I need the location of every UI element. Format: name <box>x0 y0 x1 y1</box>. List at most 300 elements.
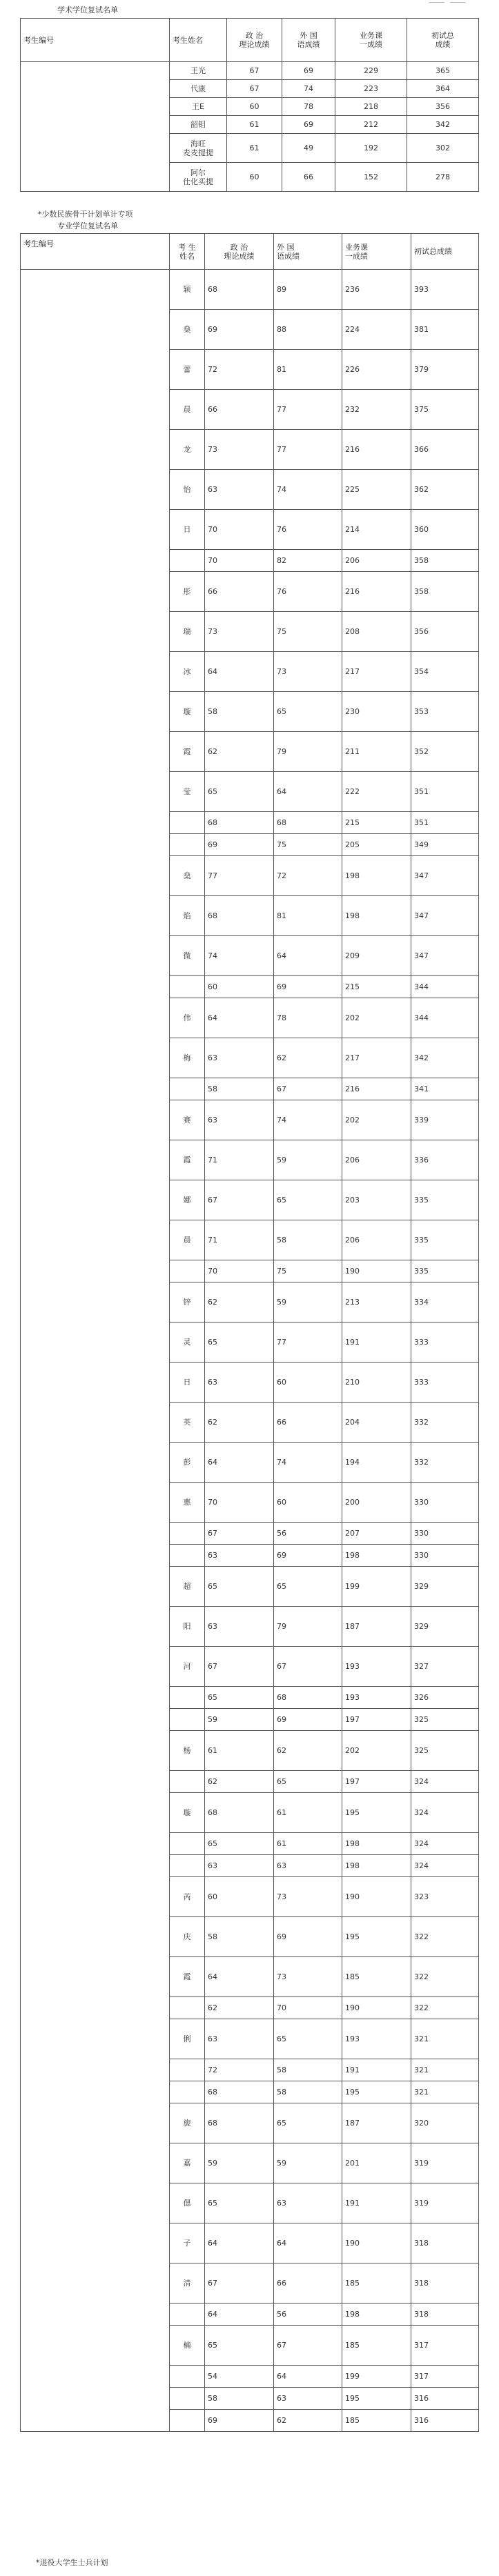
score-f: 64 <box>274 772 342 812</box>
candidate-name: 燊 <box>170 310 205 350</box>
score-p: 64 <box>205 998 274 1038</box>
score-t: 320 <box>411 2103 479 2143</box>
score-m: 200 <box>342 1483 411 1523</box>
score-f: 58 <box>274 2081 342 2103</box>
header-line: 成绩 <box>435 40 451 49</box>
candidate-id-cell <box>21 270 170 2432</box>
score-m: 203 <box>342 1180 411 1220</box>
score-p: 73 <box>205 430 274 470</box>
score-p: 70 <box>205 510 274 550</box>
candidate-name <box>170 1523 205 1545</box>
top-decoration-left <box>429 0 444 3</box>
score-t: 322 <box>411 1997 479 2019</box>
candidate-name: 嘉 <box>170 2143 205 2183</box>
score-f: 69 <box>282 116 335 134</box>
candidate-name <box>170 1709 205 1731</box>
candidate-name: 璇 <box>170 692 205 732</box>
table2-footnote: *退役大学生士兵计划 <box>36 2558 108 2567</box>
candidate-name: 旎 <box>170 2103 205 2143</box>
score-p: 63 <box>205 470 274 510</box>
score-m: 230 <box>342 692 411 732</box>
candidate-name <box>170 1833 205 1855</box>
score-m: 223 <box>335 80 407 98</box>
score-f: 62 <box>274 1038 342 1078</box>
score-p: 66 <box>205 572 274 612</box>
score-m: 190 <box>342 1260 411 1282</box>
score-p: 64 <box>205 2223 274 2263</box>
header-line: 外 国 <box>277 242 295 252</box>
candidate-name: 霞 <box>170 1140 205 1180</box>
score-t: 332 <box>411 1403 479 1443</box>
score-t: 329 <box>411 1607 479 1647</box>
candidate-name: 楠 <box>170 2326 205 2366</box>
table2-header-row <box>21 234 479 270</box>
score-m: 215 <box>342 976 411 998</box>
candidate-name: 晨 <box>170 1220 205 1260</box>
col-header-foreign <box>282 19 335 62</box>
candidate-name: 俐 <box>170 2019 205 2059</box>
score-p: 63 <box>205 1100 274 1140</box>
score-f: 69 <box>282 62 335 80</box>
score-p: 63 <box>205 1038 274 1078</box>
candidate-name <box>170 812 205 834</box>
candidate-name: 灵 <box>170 1322 205 1363</box>
score-p: 70 <box>205 550 274 572</box>
score-f: 64 <box>274 2223 342 2263</box>
col-header-id: 考生编号 <box>21 19 170 62</box>
candidate-name: 彭 <box>170 1443 205 1483</box>
score-p: 67 <box>227 80 282 98</box>
header-line: 政 治 <box>245 31 264 40</box>
score-m: 185 <box>342 2326 411 2366</box>
table1-header-row <box>21 19 479 62</box>
score-m: 193 <box>342 2019 411 2059</box>
candidate-name <box>170 550 205 572</box>
score-t: 375 <box>411 390 479 430</box>
header-line: 一成绩 <box>345 251 368 261</box>
header-line: 政 治 <box>230 242 248 252</box>
score-p: 67 <box>205 1180 274 1220</box>
candidate-id-cell <box>21 62 170 192</box>
score-f: 73 <box>274 1957 342 1997</box>
score-m: 191 <box>342 1322 411 1363</box>
score-p: 64 <box>205 652 274 692</box>
score-m: 236 <box>342 270 411 310</box>
score-p: 58 <box>205 692 274 732</box>
score-t: 330 <box>411 1523 479 1545</box>
score-m: 185 <box>342 2410 411 2432</box>
score-f: 78 <box>282 98 335 116</box>
candidate-name: 微 <box>170 936 205 976</box>
score-m: 229 <box>335 62 407 80</box>
score-p: 72 <box>205 350 274 390</box>
score-m: 206 <box>342 1220 411 1260</box>
score-f: 59 <box>274 1282 342 1322</box>
score-m: 190 <box>342 2223 411 2263</box>
candidate-name <box>170 2303 205 2326</box>
score-f: 63 <box>274 1855 342 1877</box>
score-p: 74 <box>205 936 274 976</box>
score-p: 58 <box>205 1917 274 1957</box>
candidate-name <box>170 2366 205 2388</box>
score-f: 66 <box>282 163 335 192</box>
score-f: 79 <box>274 732 342 772</box>
candidate-name: 赛 <box>170 1100 205 1140</box>
score-t: 381 <box>411 310 479 350</box>
candidate-name <box>170 834 205 856</box>
score-t: 322 <box>411 1957 479 1997</box>
candidate-name <box>170 1771 205 1793</box>
score-m: 197 <box>342 1709 411 1731</box>
score-m: 211 <box>342 732 411 772</box>
score-m: 210 <box>342 1363 411 1403</box>
score-p: 68 <box>205 896 274 936</box>
score-f: 70 <box>274 1997 342 2019</box>
score-m: 194 <box>342 1443 411 1483</box>
score-t: 347 <box>411 856 479 896</box>
score-m: 191 <box>342 2183 411 2223</box>
score-m: 193 <box>342 1647 411 1687</box>
col-header-major <box>335 19 407 62</box>
score-f: 65 <box>274 2103 342 2143</box>
professional-retest-table <box>20 233 479 2432</box>
score-m: 190 <box>342 1877 411 1917</box>
score-f: 59 <box>274 2143 342 2183</box>
score-f: 64 <box>274 936 342 976</box>
score-t: 329 <box>411 1567 479 1607</box>
score-p: 58 <box>205 2388 274 2410</box>
score-p: 62 <box>205 1997 274 2019</box>
candidate-name: 燊 <box>170 856 205 896</box>
score-p: 68 <box>205 1793 274 1833</box>
score-p: 67 <box>205 1647 274 1687</box>
score-p: 67 <box>205 1523 274 1545</box>
header-line: 业务课 <box>360 31 382 40</box>
score-t: 323 <box>411 1877 479 1917</box>
candidate-name: 怡 <box>170 470 205 510</box>
score-f: 65 <box>274 1567 342 1607</box>
score-f: 68 <box>274 812 342 834</box>
score-t: 354 <box>411 652 479 692</box>
candidate-name <box>170 2388 205 2410</box>
score-m: 217 <box>342 1038 411 1078</box>
candidate-name: 惠 <box>170 1483 205 1523</box>
score-p: 63 <box>205 2019 274 2059</box>
score-t: 318 <box>411 2303 479 2326</box>
name-line: 王E <box>192 102 204 111</box>
score-t: 364 <box>407 80 479 98</box>
score-p: 64 <box>205 1443 274 1483</box>
score-t: 324 <box>411 1793 479 1833</box>
header-line: 姓名 <box>179 251 195 261</box>
col-header-total: 初试总成绩 <box>411 234 479 270</box>
score-f: 75 <box>274 834 342 856</box>
candidate-name <box>170 976 205 998</box>
candidate-name <box>170 1687 205 1709</box>
name-line: 麦麦提提 <box>183 148 213 157</box>
candidate-name <box>170 163 227 192</box>
score-p: 63 <box>205 1855 274 1877</box>
candidate-name: 伟 <box>170 998 205 1038</box>
score-m: 198 <box>342 896 411 936</box>
name-line: 王光 <box>190 66 206 75</box>
score-t: 324 <box>411 1771 479 1793</box>
score-p: 77 <box>205 856 274 896</box>
score-t: 278 <box>407 163 479 192</box>
candidate-name: 英 <box>170 1403 205 1443</box>
score-m: 193 <box>342 1687 411 1709</box>
candidate-name: 霞 <box>170 732 205 772</box>
score-m: 195 <box>342 1917 411 1957</box>
name-line: 仕化买提 <box>183 177 213 186</box>
table-row <box>21 62 479 80</box>
score-t: 360 <box>411 510 479 550</box>
score-f: 69 <box>274 1545 342 1567</box>
score-t: 339 <box>411 1100 479 1140</box>
score-t: 317 <box>411 2326 479 2366</box>
score-t: 319 <box>411 2183 479 2223</box>
candidate-name <box>170 1855 205 1877</box>
col-header-id: 考生编号 <box>21 234 170 270</box>
score-f: 81 <box>274 896 342 936</box>
score-p: 66 <box>205 390 274 430</box>
score-m: 214 <box>342 510 411 550</box>
name-line: 阿尔 <box>190 168 206 177</box>
candidate-name: 瑞 <box>170 612 205 652</box>
candidate-name <box>170 1997 205 2019</box>
score-m: 216 <box>342 572 411 612</box>
score-f: 56 <box>274 2303 342 2326</box>
table1-caption: 学术学位复试名单 <box>57 6 118 14</box>
score-t: 356 <box>411 612 479 652</box>
score-f: 65 <box>274 2019 342 2059</box>
candidate-name: 日 <box>170 510 205 550</box>
candidate-name: 锌 <box>170 1282 205 1322</box>
score-p: 59 <box>205 2143 274 2183</box>
candidate-name: 杨 <box>170 1731 205 1771</box>
score-f: 88 <box>274 310 342 350</box>
score-f: 62 <box>274 2410 342 2432</box>
score-f: 69 <box>274 976 342 998</box>
score-p: 63 <box>205 1607 274 1647</box>
score-f: 65 <box>274 1771 342 1793</box>
score-p: 69 <box>205 310 274 350</box>
score-p: 67 <box>205 2263 274 2303</box>
table2-caption: 专业学位复试名单 <box>57 221 118 230</box>
candidate-name <box>170 2081 205 2103</box>
score-m: 224 <box>342 310 411 350</box>
score-p: 60 <box>227 98 282 116</box>
score-p: 65 <box>205 1687 274 1709</box>
score-p: 59 <box>205 1709 274 1731</box>
candidate-name <box>170 1078 205 1100</box>
name-line: 韶钼 <box>190 120 206 129</box>
candidate-name <box>170 62 227 80</box>
score-t: 351 <box>411 772 479 812</box>
score-p: 64 <box>205 1957 274 1997</box>
score-f: 59 <box>274 1140 342 1180</box>
score-t: 334 <box>411 1282 479 1322</box>
score-f: 66 <box>274 2263 342 2303</box>
score-t: 341 <box>411 1078 479 1100</box>
candidate-name: 子 <box>170 2223 205 2263</box>
score-f: 56 <box>274 1523 342 1545</box>
score-f: 74 <box>274 1443 342 1483</box>
score-f: 75 <box>274 612 342 652</box>
score-m: 208 <box>342 612 411 652</box>
header-line: 一成绩 <box>360 40 382 49</box>
score-f: 77 <box>274 390 342 430</box>
score-p: 64 <box>205 2303 274 2326</box>
score-f: 62 <box>274 1731 342 1771</box>
col-header-foreign <box>274 234 342 270</box>
score-p: 68 <box>205 270 274 310</box>
score-m: 195 <box>342 1793 411 1833</box>
name-line: 代康 <box>190 84 206 93</box>
score-m: 198 <box>342 1545 411 1567</box>
score-f: 73 <box>274 652 342 692</box>
name-line: 海旺 <box>190 139 206 148</box>
candidate-name: 彤 <box>170 572 205 612</box>
score-f: 81 <box>274 350 342 390</box>
score-p: 60 <box>205 1877 274 1917</box>
score-t: 335 <box>411 1180 479 1220</box>
score-t: 351 <box>411 812 479 834</box>
score-p: 68 <box>205 2103 274 2143</box>
score-t: 358 <box>411 550 479 572</box>
score-m: 202 <box>342 998 411 1038</box>
score-t: 365 <box>407 62 479 80</box>
score-p: 61 <box>205 1731 274 1771</box>
score-t: 333 <box>411 1363 479 1403</box>
score-p: 65 <box>205 2326 274 2366</box>
header-line: 语成绩 <box>277 251 300 261</box>
score-p: 65 <box>205 772 274 812</box>
score-t: 325 <box>411 1731 479 1771</box>
score-t: 316 <box>411 2410 479 2432</box>
score-t: 319 <box>411 2143 479 2183</box>
score-m: 206 <box>342 550 411 572</box>
candidate-name: 晨 <box>170 390 205 430</box>
candidate-name: 庆 <box>170 1917 205 1957</box>
score-t: 336 <box>411 1140 479 1180</box>
col-header-name <box>170 234 205 270</box>
candidate-name: 蕾 <box>170 350 205 390</box>
candidate-name: 清 <box>170 2263 205 2303</box>
score-t: 344 <box>411 976 479 998</box>
score-p: 60 <box>227 163 282 192</box>
score-f: 77 <box>274 1322 342 1363</box>
score-f: 69 <box>274 1709 342 1731</box>
score-f: 69 <box>274 1917 342 1957</box>
candidate-name <box>170 116 227 134</box>
score-f: 89 <box>274 270 342 310</box>
score-f: 65 <box>274 1180 342 1220</box>
score-f: 49 <box>282 134 335 163</box>
score-m: 198 <box>342 2303 411 2326</box>
col-header-name: 考生姓名 <box>170 19 227 62</box>
score-m: 217 <box>342 652 411 692</box>
candidate-name: 河 <box>170 1647 205 1687</box>
score-t: 316 <box>411 2388 479 2410</box>
score-m: 199 <box>342 2366 411 2388</box>
score-t: 347 <box>411 936 479 976</box>
candidate-name <box>170 1545 205 1567</box>
score-m: 201 <box>342 2143 411 2183</box>
candidate-name: 颖 <box>170 270 205 310</box>
score-m: 199 <box>342 1567 411 1607</box>
score-m: 225 <box>342 470 411 510</box>
score-t: 330 <box>411 1483 479 1523</box>
score-p: 65 <box>205 2183 274 2223</box>
header-line: 业务课 <box>345 242 368 252</box>
score-p: 67 <box>227 62 282 80</box>
score-m: 209 <box>342 936 411 976</box>
score-p: 71 <box>205 1140 274 1180</box>
score-p: 62 <box>205 1771 274 1793</box>
score-p: 69 <box>205 834 274 856</box>
candidate-name <box>170 2410 205 2432</box>
score-m: 185 <box>342 1957 411 1997</box>
top-decoration-right <box>450 0 465 3</box>
score-f: 74 <box>274 1100 342 1140</box>
score-m: 197 <box>342 1771 411 1793</box>
score-m: 202 <box>342 1731 411 1771</box>
score-m: 212 <box>335 116 407 134</box>
score-m: 187 <box>342 1607 411 1647</box>
score-p: 54 <box>205 2366 274 2388</box>
col-header-total <box>407 19 479 62</box>
score-m: 191 <box>342 2059 411 2081</box>
score-p: 69 <box>205 2410 274 2432</box>
score-t: 353 <box>411 692 479 732</box>
header-line: 考 生 <box>178 242 196 252</box>
score-p: 65 <box>205 1833 274 1855</box>
candidate-name: 阳 <box>170 1607 205 1647</box>
score-t: 324 <box>411 1855 479 1877</box>
score-p: 62 <box>205 1403 274 1443</box>
score-p: 68 <box>205 2081 274 2103</box>
table1-footnote: *少数民族骨干计划单计专项 <box>38 210 133 219</box>
score-m: 198 <box>342 1855 411 1877</box>
score-f: 72 <box>274 856 342 896</box>
score-t: 318 <box>411 2263 479 2303</box>
score-m: 152 <box>335 163 407 192</box>
candidate-name: 梅 <box>170 1038 205 1078</box>
score-m: 226 <box>342 350 411 390</box>
candidate-name: 莹 <box>170 772 205 812</box>
score-p: 68 <box>205 812 274 834</box>
score-f: 76 <box>274 572 342 612</box>
score-t: 349 <box>411 834 479 856</box>
candidate-name <box>170 80 227 98</box>
col-header-politics <box>205 234 274 270</box>
candidate-name <box>170 98 227 116</box>
score-p: 63 <box>205 1363 274 1403</box>
candidate-name: 芮 <box>170 1877 205 1917</box>
score-m: 187 <box>342 2103 411 2143</box>
score-f: 67 <box>274 1647 342 1687</box>
score-t: 342 <box>411 1038 479 1078</box>
score-f: 64 <box>274 2366 342 2388</box>
header-line: 理论成绩 <box>224 251 255 261</box>
col-header-major <box>342 234 411 270</box>
score-m: 195 <box>342 2388 411 2410</box>
score-f: 77 <box>274 430 342 470</box>
score-p: 71 <box>205 1220 274 1260</box>
score-t: 352 <box>411 732 479 772</box>
score-t: 344 <box>411 998 479 1038</box>
